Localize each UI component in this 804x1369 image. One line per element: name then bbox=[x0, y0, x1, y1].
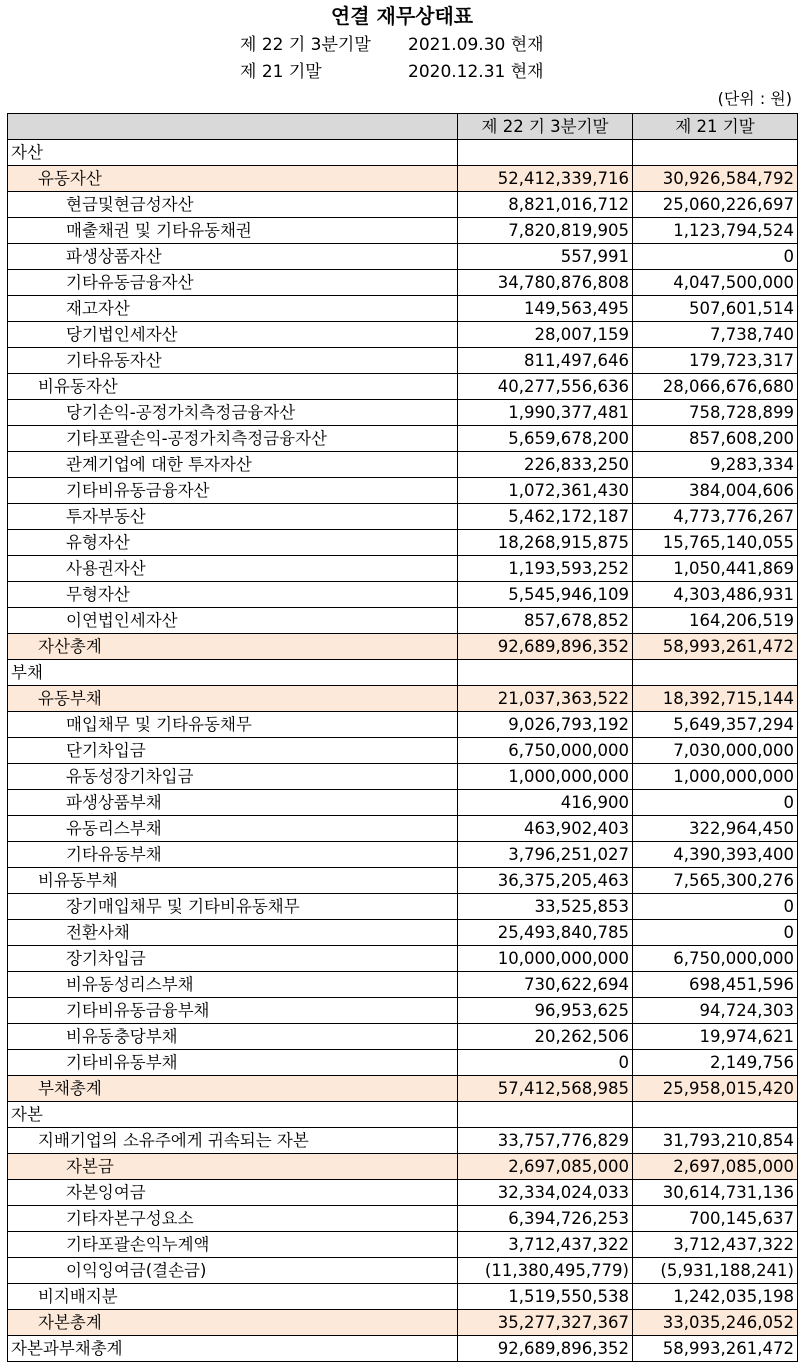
current-period-amount: 857,678,852 bbox=[458, 608, 633, 634]
prior-period-amount: 179,723,317 bbox=[633, 348, 798, 374]
account-name: 자본잉여금 bbox=[8, 1180, 458, 1206]
prior-period-amount: 698,451,596 bbox=[633, 972, 798, 998]
prior-period-amount: 7,738,740 bbox=[633, 322, 798, 348]
prior-period-amount: 4,773,776,267 bbox=[633, 504, 798, 530]
current-period-amount: 25,493,840,785 bbox=[458, 920, 633, 946]
current-period-amount: 6,394,726,253 bbox=[458, 1206, 633, 1232]
period-current-date: 2021.09.30 현재 bbox=[408, 35, 544, 55]
prior-period-amount: 33,035,246,052 bbox=[633, 1310, 798, 1336]
current-period-amount: 28,007,159 bbox=[458, 322, 633, 348]
account-name: 이익잉여금(결손금) bbox=[8, 1258, 458, 1284]
current-period-amount: 33,757,776,829 bbox=[458, 1128, 633, 1154]
current-period-amount: 149,563,495 bbox=[458, 296, 633, 322]
prior-period-amount: 1,050,441,869 bbox=[633, 556, 798, 582]
account-name: 기타비유동금융자산 bbox=[8, 478, 458, 504]
prior-period-amount: 30,926,584,792 bbox=[633, 166, 798, 192]
account-name: 자산총계 bbox=[8, 634, 458, 660]
period-current-label: 제 22 기 3분기말 bbox=[240, 35, 371, 55]
table-row bbox=[8, 998, 798, 1024]
account-name: 현금및현금성자산 bbox=[8, 192, 458, 218]
table-row bbox=[8, 504, 798, 530]
table-row bbox=[8, 426, 798, 452]
table-row bbox=[8, 868, 798, 894]
current-period-amount: 1,000,000,000 bbox=[458, 764, 633, 790]
current-period-amount: 92,689,896,352 bbox=[458, 634, 633, 660]
account-name: 이연법인세자산 bbox=[8, 608, 458, 634]
table-row bbox=[8, 1258, 798, 1284]
header-account bbox=[8, 114, 458, 140]
current-period-amount: 1,193,593,252 bbox=[458, 556, 633, 582]
period-line-prior bbox=[240, 59, 544, 85]
prior-period-amount: (5,931,188,241) bbox=[633, 1258, 798, 1284]
account-name: 비유동충당부채 bbox=[8, 1024, 458, 1050]
table-row bbox=[8, 374, 798, 400]
current-period-amount: 1,072,361,430 bbox=[458, 478, 633, 504]
current-period-amount: 40,277,556,636 bbox=[458, 374, 633, 400]
prior-period-amount bbox=[633, 140, 798, 166]
prior-period-amount: 1,123,794,524 bbox=[633, 218, 798, 244]
prior-period-amount: 4,047,500,000 bbox=[633, 270, 798, 296]
current-period-amount: 730,622,694 bbox=[458, 972, 633, 998]
current-period-amount: 1,990,377,481 bbox=[458, 400, 633, 426]
account-name: 장기매입채무 및 기타비유동채무 bbox=[8, 894, 458, 920]
prior-period-amount: 94,724,303 bbox=[633, 998, 798, 1024]
current-period-amount: (11,380,495,779) bbox=[458, 1258, 633, 1284]
table-row bbox=[8, 400, 798, 426]
account-name: 자본과부채총계 bbox=[8, 1336, 458, 1362]
current-period-amount bbox=[458, 140, 633, 166]
current-period-amount: 32,334,024,033 bbox=[458, 1180, 633, 1206]
period-prior-date: 2020.12.31 현재 bbox=[408, 62, 544, 82]
account-name: 자본 bbox=[8, 1102, 458, 1128]
account-name: 지배기업의 소유주에게 귀속되는 자본 bbox=[8, 1128, 458, 1154]
prior-period-amount: 15,765,140,055 bbox=[633, 530, 798, 556]
prior-period-amount: 758,728,899 bbox=[633, 400, 798, 426]
current-period-amount: 18,268,915,875 bbox=[458, 530, 633, 556]
prior-period-amount: 19,974,621 bbox=[633, 1024, 798, 1050]
balance-sheet-table bbox=[7, 113, 798, 1362]
current-period-amount: 5,545,946,109 bbox=[458, 582, 633, 608]
table-row bbox=[8, 1310, 798, 1336]
account-name: 기타자본구성요소 bbox=[8, 1206, 458, 1232]
table-row bbox=[8, 244, 798, 270]
table-row bbox=[8, 478, 798, 504]
account-name: 유동부채 bbox=[8, 686, 458, 712]
table-row bbox=[8, 972, 798, 998]
header-current-period: 제 22 기 3분기말 bbox=[458, 114, 633, 140]
prior-period-amount: 2,697,085,000 bbox=[633, 1154, 798, 1180]
account-name: 유동성장기차입금 bbox=[8, 764, 458, 790]
account-name: 자본총계 bbox=[8, 1310, 458, 1336]
table-header-row bbox=[8, 114, 798, 140]
prior-period-amount: 58,993,261,472 bbox=[633, 1336, 798, 1362]
current-period-amount: 57,412,568,985 bbox=[458, 1076, 633, 1102]
account-name: 기타유동금융자산 bbox=[8, 270, 458, 296]
account-name: 비지배지분 bbox=[8, 1284, 458, 1310]
current-period-amount: 463,902,403 bbox=[458, 816, 633, 842]
prior-period-amount: 857,608,200 bbox=[633, 426, 798, 452]
current-period-amount: 20,262,506 bbox=[458, 1024, 633, 1050]
account-name: 기타유동부채 bbox=[8, 842, 458, 868]
account-name: 기타비유동금융부채 bbox=[8, 998, 458, 1024]
account-name: 비유동부채 bbox=[8, 868, 458, 894]
table-row bbox=[8, 634, 798, 660]
table-row bbox=[8, 270, 798, 296]
prior-period-amount: 3,712,437,322 bbox=[633, 1232, 798, 1258]
account-name: 매출채권 및 기타유동채권 bbox=[8, 218, 458, 244]
prior-period-amount: 0 bbox=[633, 894, 798, 920]
current-period-amount: 21,037,363,522 bbox=[458, 686, 633, 712]
current-period-amount: 557,991 bbox=[458, 244, 633, 270]
prior-period-amount: 25,060,226,697 bbox=[633, 192, 798, 218]
table-row bbox=[8, 764, 798, 790]
current-period-amount: 7,820,819,905 bbox=[458, 218, 633, 244]
prior-period-amount: 322,964,450 bbox=[633, 816, 798, 842]
table-row bbox=[8, 218, 798, 244]
current-period-amount: 10,000,000,000 bbox=[458, 946, 633, 972]
table-row bbox=[8, 738, 798, 764]
current-period-amount bbox=[458, 660, 633, 686]
account-name: 유동리스부채 bbox=[8, 816, 458, 842]
account-name: 기타비유동부채 bbox=[8, 1050, 458, 1076]
account-name: 유동자산 bbox=[8, 166, 458, 192]
current-period-amount: 226,833,250 bbox=[458, 452, 633, 478]
prior-period-amount: 0 bbox=[633, 790, 798, 816]
table-row bbox=[8, 296, 798, 322]
table-row bbox=[8, 192, 798, 218]
period-line-current bbox=[240, 32, 544, 58]
current-period-amount: 92,689,896,352 bbox=[458, 1336, 633, 1362]
table-row bbox=[8, 1154, 798, 1180]
table-row bbox=[8, 842, 798, 868]
prior-period-amount: 30,614,731,136 bbox=[633, 1180, 798, 1206]
table-row bbox=[8, 1128, 798, 1154]
prior-period-amount: 164,206,519 bbox=[633, 608, 798, 634]
prior-period-amount: 1,000,000,000 bbox=[633, 764, 798, 790]
current-period-amount: 5,462,172,187 bbox=[458, 504, 633, 530]
prior-period-amount: 58,993,261,472 bbox=[633, 634, 798, 660]
table-row bbox=[8, 140, 798, 166]
account-name: 전환사채 bbox=[8, 920, 458, 946]
account-name: 당기손익-공정가치측정금융자산 bbox=[8, 400, 458, 426]
table-row bbox=[8, 712, 798, 738]
current-period-amount: 1,519,550,538 bbox=[458, 1284, 633, 1310]
table-row bbox=[8, 556, 798, 582]
prior-period-amount bbox=[633, 1102, 798, 1128]
account-name: 부채 bbox=[8, 660, 458, 686]
table-row bbox=[8, 1076, 798, 1102]
table-row bbox=[8, 920, 798, 946]
account-name: 비유동자산 bbox=[8, 374, 458, 400]
prior-period-amount: 507,601,514 bbox=[633, 296, 798, 322]
current-period-amount: 35,277,327,367 bbox=[458, 1310, 633, 1336]
account-name: 관계기업에 대한 투자자산 bbox=[8, 452, 458, 478]
table-row bbox=[8, 946, 798, 972]
account-name: 단기차입금 bbox=[8, 738, 458, 764]
table-row bbox=[8, 1232, 798, 1258]
statement-title: 연결 재무상태표 bbox=[330, 4, 474, 28]
prior-period-amount: 31,793,210,854 bbox=[633, 1128, 798, 1154]
table-row bbox=[8, 1284, 798, 1310]
current-period-amount: 36,375,205,463 bbox=[458, 868, 633, 894]
prior-period-amount: 9,283,334 bbox=[633, 452, 798, 478]
current-period-amount: 2,697,085,000 bbox=[458, 1154, 633, 1180]
prior-period-amount: 700,145,637 bbox=[633, 1206, 798, 1232]
account-name: 재고자산 bbox=[8, 296, 458, 322]
current-period-amount: 3,796,251,027 bbox=[458, 842, 633, 868]
current-period-amount: 3,712,437,322 bbox=[458, 1232, 633, 1258]
prior-period-amount bbox=[633, 660, 798, 686]
prior-period-amount: 384,004,606 bbox=[633, 478, 798, 504]
account-name: 자본금 bbox=[8, 1154, 458, 1180]
account-name: 투자부동산 bbox=[8, 504, 458, 530]
prior-period-amount: 2,149,756 bbox=[633, 1050, 798, 1076]
table-row bbox=[8, 1050, 798, 1076]
current-period-amount: 416,900 bbox=[458, 790, 633, 816]
period-prior-label: 제 21 기말 bbox=[240, 62, 322, 82]
current-period-amount: 811,497,646 bbox=[458, 348, 633, 374]
prior-period-amount: 0 bbox=[633, 920, 798, 946]
current-period-amount: 52,412,339,716 bbox=[458, 166, 633, 192]
table-row bbox=[8, 1336, 798, 1362]
table-row bbox=[8, 1102, 798, 1128]
account-name: 유형자산 bbox=[8, 530, 458, 556]
prior-period-amount: 6,750,000,000 bbox=[633, 946, 798, 972]
unit-label: (단위 : 원) bbox=[717, 89, 792, 108]
account-name: 기타포괄손익누계액 bbox=[8, 1232, 458, 1258]
table-row bbox=[8, 608, 798, 634]
table-row bbox=[8, 348, 798, 374]
table-row bbox=[8, 790, 798, 816]
prior-period-amount: 4,390,393,400 bbox=[633, 842, 798, 868]
prior-period-amount: 0 bbox=[633, 244, 798, 270]
account-name: 자산 bbox=[8, 140, 458, 166]
table-row bbox=[8, 1206, 798, 1232]
table-row bbox=[8, 166, 798, 192]
current-period-amount: 9,026,793,192 bbox=[458, 712, 633, 738]
account-name: 파생상품자산 bbox=[8, 244, 458, 270]
prior-period-amount: 28,066,676,680 bbox=[633, 374, 798, 400]
prior-period-amount: 7,565,300,276 bbox=[633, 868, 798, 894]
current-period-amount: 5,659,678,200 bbox=[458, 426, 633, 452]
current-period-amount: 6,750,000,000 bbox=[458, 738, 633, 764]
current-period-amount: 96,953,625 bbox=[458, 998, 633, 1024]
account-name: 기타포괄손익-공정가치측정금융자산 bbox=[8, 426, 458, 452]
prior-period-amount: 18,392,715,144 bbox=[633, 686, 798, 712]
account-name: 기타유동자산 bbox=[8, 348, 458, 374]
prior-period-amount: 5,649,357,294 bbox=[633, 712, 798, 738]
table-row bbox=[8, 660, 798, 686]
prior-period-amount: 7,030,000,000 bbox=[633, 738, 798, 764]
table-row bbox=[8, 582, 798, 608]
current-period-amount: 0 bbox=[458, 1050, 633, 1076]
table-body bbox=[8, 140, 798, 1362]
account-name: 사용권자산 bbox=[8, 556, 458, 582]
table-row bbox=[8, 1180, 798, 1206]
prior-period-amount: 4,303,486,931 bbox=[633, 582, 798, 608]
account-name: 당기법인세자산 bbox=[8, 322, 458, 348]
header-prior-period: 제 21 기말 bbox=[633, 114, 798, 140]
current-period-amount bbox=[458, 1102, 633, 1128]
table-row bbox=[8, 530, 798, 556]
table-row bbox=[8, 816, 798, 842]
prior-period-amount: 25,958,015,420 bbox=[633, 1076, 798, 1102]
current-period-amount: 33,525,853 bbox=[458, 894, 633, 920]
account-name: 파생상품부채 bbox=[8, 790, 458, 816]
table-row bbox=[8, 894, 798, 920]
account-name: 장기차입금 bbox=[8, 946, 458, 972]
prior-period-amount: 1,242,035,198 bbox=[633, 1284, 798, 1310]
account-name: 매입채무 및 기타유동채무 bbox=[8, 712, 458, 738]
account-name: 무형자산 bbox=[8, 582, 458, 608]
current-period-amount: 34,780,876,808 bbox=[458, 270, 633, 296]
table-row bbox=[8, 452, 798, 478]
account-name: 비유동성리스부채 bbox=[8, 972, 458, 998]
table-row bbox=[8, 686, 798, 712]
table-row bbox=[8, 1024, 798, 1050]
account-name: 부채총계 bbox=[8, 1076, 458, 1102]
table-row bbox=[8, 322, 798, 348]
current-period-amount: 8,821,016,712 bbox=[458, 192, 633, 218]
